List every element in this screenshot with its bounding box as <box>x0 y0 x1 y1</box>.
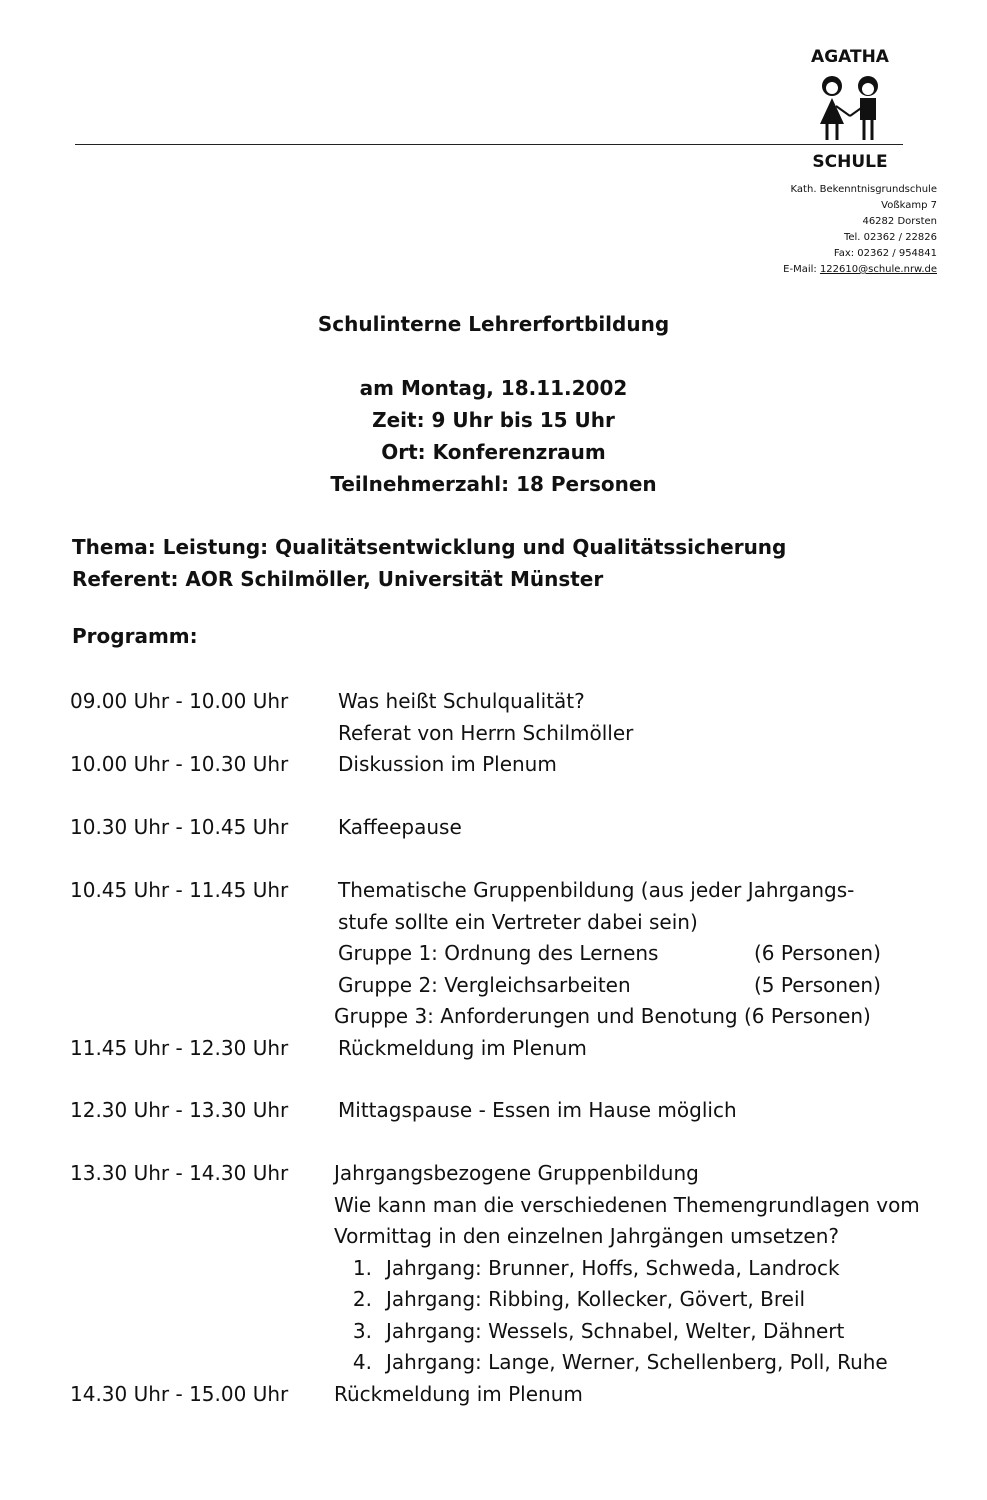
school-type: Kath. Bekenntnisgrundschule <box>790 184 937 195</box>
speaker: Referent: AOR Schilmöller, Universität Münster <box>72 567 604 591</box>
event-date: am Montag, 18.11.2002 <box>359 376 628 400</box>
entry-time: 10.45 Uhr - 11.45 Uhr <box>70 878 289 902</box>
city: 46282 Dorsten <box>862 216 937 227</box>
entry-time: 09.00 Uhr - 10.00 Uhr <box>70 689 289 713</box>
year-text: Jahrgang: Brunner, Hoffs, Schweda, Landrock <box>386 1255 840 1280</box>
group-row <box>334 1001 918 1033</box>
page-title: Schulinterne Lehrerfortbildung <box>317 312 670 336</box>
event-meta <box>0 372 987 500</box>
logo-bottom-text: SCHULE <box>812 152 888 172</box>
event-participants: Teilnehmerzahl: 18 Personen <box>330 472 657 496</box>
entry-time: 10.00 Uhr - 10.30 Uhr <box>70 752 289 776</box>
entry-line: Referat von Herrn Schilmöller <box>338 720 634 745</box>
group-name: Gruppe 2: Vergleichsarbeiten <box>338 972 631 997</box>
group-count: (5 Personen) <box>754 972 881 997</box>
email-link[interactable]: 122610@schule.nrw.de <box>819 264 937 275</box>
phone: Tel. 02362 / 22826 <box>843 232 937 243</box>
street: Voßkamp 7 <box>881 200 937 211</box>
entry-line: Wie kann man die verschiedenen Themengrundlagen vom <box>334 1192 920 1217</box>
entry-time: 11.45 Uhr - 12.30 Uhr <box>70 1036 289 1060</box>
entry-description <box>338 1095 918 1127</box>
entry-line: Kaffeepause <box>338 815 462 839</box>
year-number: 2. <box>352 1287 372 1311</box>
entry-time: 10.30 Uhr - 10.45 Uhr <box>70 815 289 839</box>
topic: Thema: Leistung: Qualitätsentwicklung und Qualitätssicherung <box>72 535 787 559</box>
event-time: Zeit: 9 Uhr bis 15 Uhr <box>372 408 615 432</box>
entry-line: stufe sollte ein Vertreter dabei sein) <box>338 909 698 934</box>
year-text: Jahrgang: Ribbing, Kollecker, Gövert, Breil <box>386 1287 806 1311</box>
year-number: 1. <box>352 1255 372 1280</box>
entry-line: Mittagspause - Essen im Hause möglich <box>338 1098 737 1122</box>
school-logo-graphic <box>780 40 920 180</box>
email-label: E-Mail: <box>783 264 820 275</box>
group-name: Gruppe 3: Anforderungen und Benotung (6 Personen) <box>334 1004 871 1028</box>
entry-line: Rückmeldung im Plenum <box>334 1382 583 1406</box>
entry-line: Thematische Gruppenbildung (aus jeder Jahrgangs- <box>338 878 855 902</box>
fax: Fax: 02362 / 954841 <box>833 248 937 259</box>
entry-time: 12.30 Uhr - 13.30 Uhr <box>70 1098 289 1122</box>
entry-description <box>334 875 918 1033</box>
entry-time: 14.30 Uhr - 15.00 Uhr <box>70 1382 289 1406</box>
school-logo <box>780 40 920 180</box>
year-number: 4. <box>352 1350 372 1374</box>
entry-line: Was heißt Schulqualität? <box>338 689 585 713</box>
year-text: Jahrgang: Lange, Werner, Schellenberg, Poll, Ruhe <box>386 1350 888 1374</box>
school-address <box>783 182 937 278</box>
header-rule <box>75 144 903 145</box>
program-heading: Programm: <box>72 624 198 648</box>
event-place: Ort: Konferenzraum <box>381 440 606 464</box>
group-count: (6 Personen) <box>754 941 881 965</box>
email-line <box>783 262 937 278</box>
entry-description <box>338 686 918 749</box>
entry-line: Rückmeldung im Plenum <box>338 1036 587 1060</box>
year-item <box>334 1284 914 1316</box>
entry-description <box>338 749 918 781</box>
entry-line: Vormittag in den einzelnen Jahrgängen umsetzen? <box>334 1224 839 1248</box>
year-number: 3. <box>352 1318 372 1343</box>
year-item <box>334 1316 914 1348</box>
topic-block <box>72 531 786 595</box>
year-text: Jahrgang: Wessels, Schnabel, Welter, Dähnert <box>386 1318 845 1343</box>
year-item <box>334 1347 914 1379</box>
logo-top-text: AGATHA <box>811 47 889 67</box>
year-item <box>334 1253 914 1285</box>
entry-line: Jahrgangsbezogene Gruppenbildung <box>334 1161 699 1185</box>
entry-description <box>338 1033 918 1065</box>
group-row <box>338 938 918 970</box>
entry-description <box>334 1379 914 1411</box>
group-row <box>338 970 918 1002</box>
group-name: Gruppe 1: Ordnung des Lernens <box>338 941 659 965</box>
entry-line: Diskussion im Plenum <box>338 752 557 776</box>
entry-time: 13.30 Uhr - 14.30 Uhr <box>70 1161 289 1185</box>
entry-description <box>338 812 918 844</box>
entry-description <box>334 1158 920 1379</box>
